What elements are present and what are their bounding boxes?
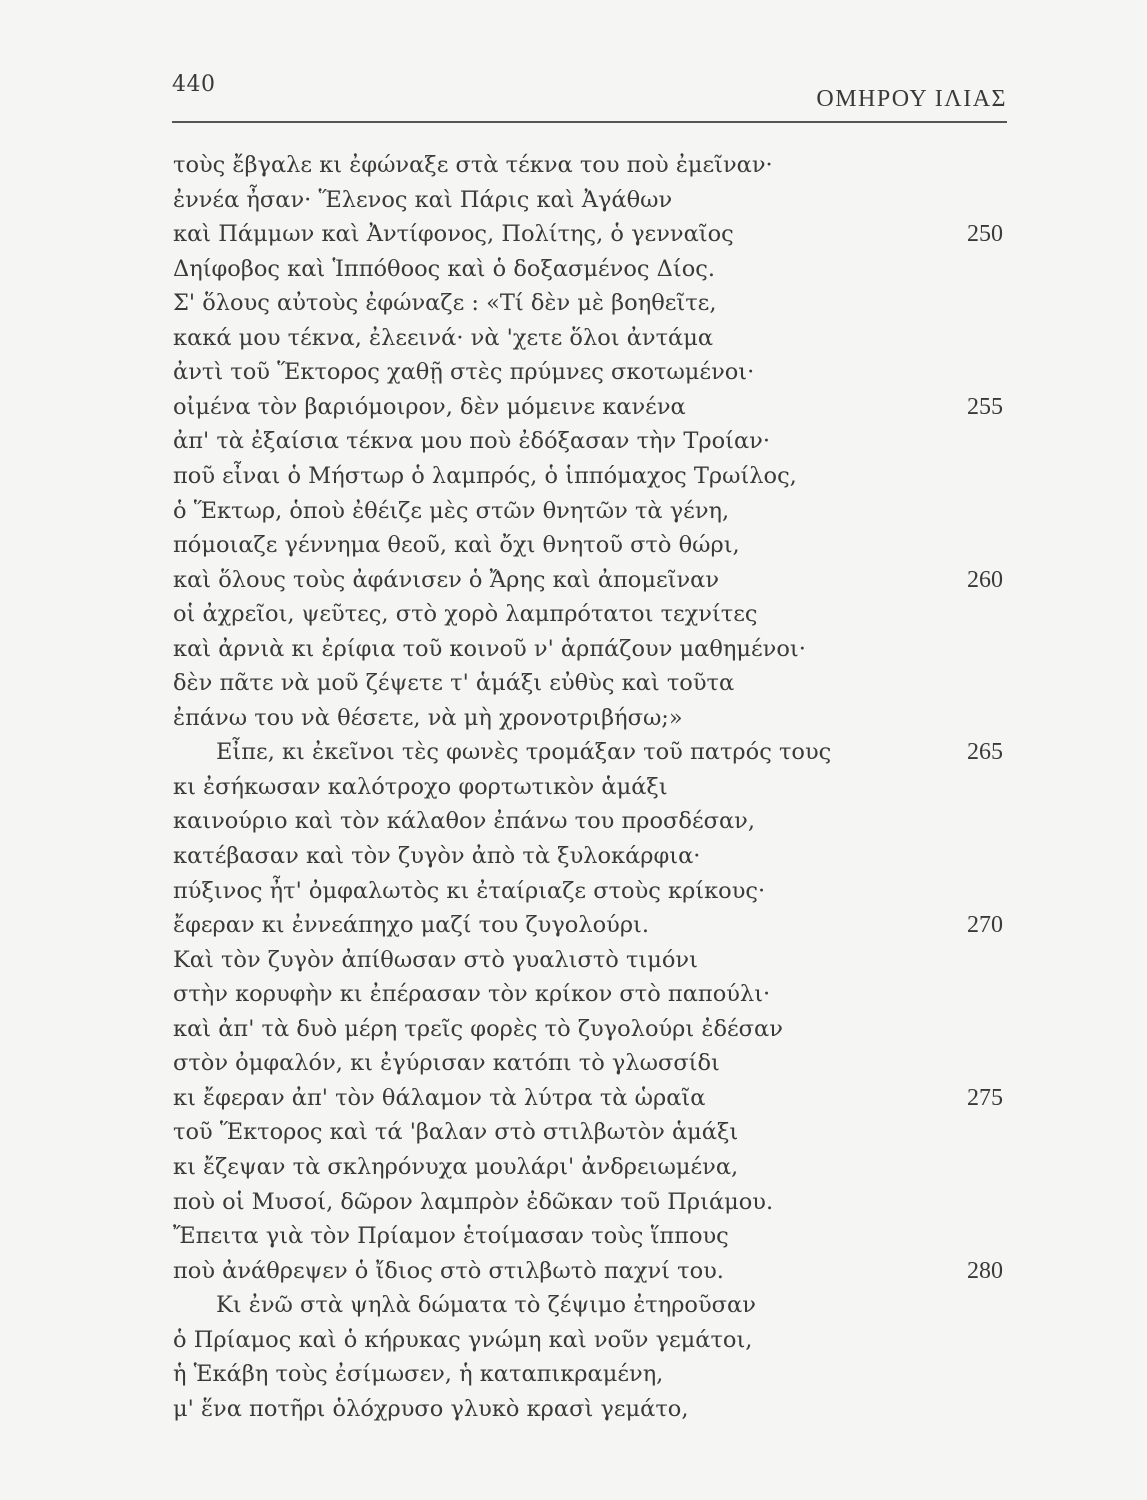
verse-line: τοὺς ἔβγαλε κι ἐφώναξε στὰ τέκνα του ποὺ ἐμεῖναν· — [173, 152, 773, 178]
verse-line: τοῦ Ἕκτορος καὶ τά 'βαλαν στὸ στιλβωτὸν ἁμάξι — [173, 1119, 739, 1146]
line-number: 255 — [967, 393, 1003, 420]
verse-line: Εἶπε, κι ἐκεῖνοι τὲς φωνὲς τρομάξαν τοῦ πατρός τους — [216, 739, 832, 766]
verse-line: ἡ Ἑκάβη τοὺς ἐσίμωσεν, ἡ καταπικραμένη, — [173, 1361, 664, 1388]
line-number: 250 — [967, 221, 1003, 248]
line-number: 280 — [967, 1257, 1003, 1284]
verse-line: ὁ Πρίαμος καὶ ὁ κήρυκας γνώμη καὶ νοῦν γεμάτοι, — [173, 1326, 753, 1353]
verse-line: Καὶ τὸν ζυγὸν ἀπίθωσαν στὸ γυαλιστὸ τιμόνι — [173, 946, 698, 973]
line-number: 265 — [967, 739, 1003, 766]
page-number: 440 — [172, 72, 216, 97]
verse-line: δὲν πᾶτε νὰ μοῦ ζέψετε τ' ἁμάξι εὐθὺς καὶ τοῦτα — [173, 670, 735, 697]
verse-line: κι ἐσήκωσαν καλότροχο φορτωτικὸν ἁμάξι — [173, 773, 668, 800]
verse-line: Σ' ὅλους αὐτοὺς ἐφώναζε : «Τί δὲν μὲ βοηθεῖτε, — [173, 290, 717, 317]
line-number: 275 — [967, 1084, 1003, 1111]
verse-line: πόμοιαζε γέννημα θεοῦ, καὶ ὄχι θνητοῦ στὸ θώρι, — [173, 532, 740, 559]
verse-line: κακά μου τέκνα, ἐλεεινά· νὰ 'χετε ὅλοι ἀντάμα — [173, 324, 714, 351]
verse-line: ὁ Ἕκτωρ, ὁποὺ ἐθέιζε μὲς στῶν θνητῶν τὰ γένη, — [173, 497, 730, 524]
running-title: ΟΜΗΡΟΥ ΙΛΙΑΣ — [816, 86, 1007, 112]
verse-line: κατέβασαν καὶ τὸν ζυγὸν ἀπὸ τὰ ξυλοκάρφια· — [173, 843, 701, 869]
verse-line: κι ἔφεραν ἀπ' τὸν θάλαμον τὰ λύτρα τὰ ὡραῖα — [173, 1084, 706, 1111]
verse-line: ποὺ ἀνάθρεψεν ὁ ἴδιος στὸ στιλβωτὸ παχνί του. — [173, 1257, 724, 1284]
verse-line: Ἔπειτα γιὰ τὸν Πρίαμον ἑτοίμασαν τοὺς ἵππους — [173, 1223, 729, 1250]
verse-line: Δηίφοβος καὶ Ἱππόθοος καὶ ὁ δοξασμένος Δίος. — [173, 255, 716, 282]
verse-line: ἐννέα ἦσαν· Ἕλενος καὶ Πάρις καὶ Ἀγάθων — [173, 186, 673, 213]
verse-line: ἔφεραν κι ἐννεάπηχο μαζί του ζυγολούρι. — [173, 912, 650, 939]
verse-line: στὴν κορυφὴν κι ἐπέρασαν τὸν κρίκον στὸ παπούλι· — [173, 981, 771, 1008]
verse-line: ἀντὶ τοῦ Ἕκτορος χαθῇ στὲς πρύμνες σκοτωμένοι· — [173, 359, 755, 386]
line-number: 260 — [967, 566, 1003, 593]
verse-line: ποῦ εἶναι ὁ Μήστωρ ὁ λαμπρός, ὁ ἱππόμαχος Τρωίλος, — [173, 462, 797, 489]
verse-line: κι ἔζεψαν τὰ σκληρόνυχα μουλάρι' ἀνδρειωμένα, — [173, 1153, 739, 1180]
verse-line: καὶ ἀπ' τὰ δυὸ μέρη τρεῖς φορὲς τὸ ζυγολούρι ἐδέσαν — [173, 1015, 783, 1042]
verse-line: οἰμένα τὸν βαριόμοιρον, δὲν μόμεινε κανένα — [173, 393, 686, 420]
line-number: 270 — [967, 912, 1003, 939]
verse-line: καὶ Πάμμων καὶ Ἀντίφονος, Πολίτης, ὁ γενναῖος — [173, 221, 734, 248]
verse-line: Κι ἐνῶ στὰ ψηλὰ δώματα τὸ ζέψιμο ἐτηροῦσαν — [216, 1292, 756, 1319]
verse-line: καινούριο καὶ τὸν κάλαθον ἐπάνω του προσδέσαν, — [173, 808, 755, 835]
verse-line: ποὺ οἱ Μυσοί, δῶρον λαμπρὸν ἐδῶκαν τοῦ Πριάμου. — [173, 1188, 774, 1215]
verse-line: καὶ ὅλους τοὺς ἀφάνισεν ὁ Ἄρης καὶ ἀπομεῖναν — [173, 566, 720, 593]
verse-line: ἐπάνω του νὰ θέσετε, νὰ μὴ χρονοτριβήσω;» — [173, 704, 683, 731]
verse-line: μ' ἕνα ποτῆρι ὁλόχρυσο γλυκὸ κρασὶ γεμάτο, — [173, 1395, 689, 1422]
header-rule — [172, 121, 1007, 123]
verse-line: στὸν ὀμφαλόν, κι ἐγύρισαν κατόπι τὸ γλωσσίδι — [173, 1050, 720, 1077]
verse-line: οἱ ἀχρεῖοι, ψεῦτες, στὸ χορὸ λαμπρότατοι τεχνίτες — [173, 601, 758, 628]
verse-line: καὶ ἀρνιὰ κι ἐρίφια τοῦ κοινοῦ ν' ἁρπάζουν μαθημένοι· — [173, 635, 806, 662]
verse-line: ἀπ' τὰ ἐξαίσια τέκνα μου ποὺ ἐδόξασαν τὴν Τροίαν· — [173, 428, 770, 455]
verse-line: πύξινος ἦτ' ὀμφαλωτὸς κι ἐταίριαζε στοὺς κρίκους· — [173, 877, 766, 904]
